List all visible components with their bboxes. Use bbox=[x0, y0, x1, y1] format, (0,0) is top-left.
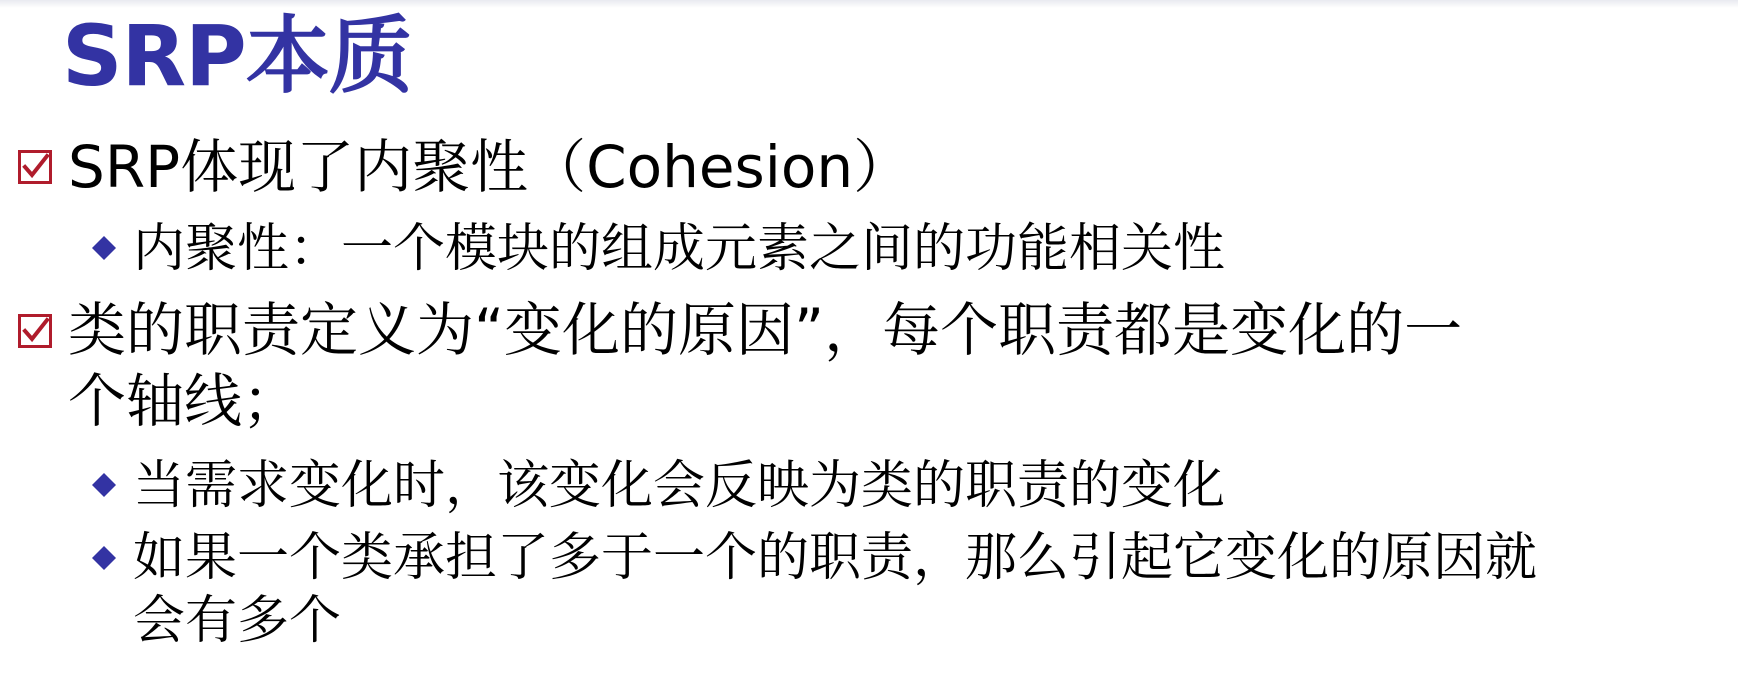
diamond-icon bbox=[92, 473, 116, 497]
bullet-2-sub-1: 当需求变化时，该变化会反映为类的职责的变化 bbox=[133, 456, 1226, 516]
bullet-2-text-line-2: 个轴线； bbox=[68, 367, 301, 435]
diamond-icon bbox=[92, 236, 116, 260]
bullet-2-sub-2-line-2: 会有多个 bbox=[133, 591, 342, 651]
diamond-icon bbox=[92, 546, 116, 570]
bullet-1-sub-1: 内聚性：一个模块的组成元素之间的功能相关性 bbox=[133, 219, 1226, 279]
checkbox-icon bbox=[18, 314, 52, 348]
bullet-2-text-line-1: 类的职责定义为“变化的原因”，每个职责都是变化的一 bbox=[68, 296, 1463, 364]
bullet-2-sub-2-line-1: 如果一个类承担了多于一个的职责，那么引起它变化的原因就 bbox=[133, 528, 1538, 588]
checkbox-icon bbox=[18, 150, 52, 184]
slide-title: SRP本质 bbox=[62, 7, 412, 105]
bullet-1-text: SRP体现了内聚性（Cohesion） bbox=[68, 133, 912, 201]
